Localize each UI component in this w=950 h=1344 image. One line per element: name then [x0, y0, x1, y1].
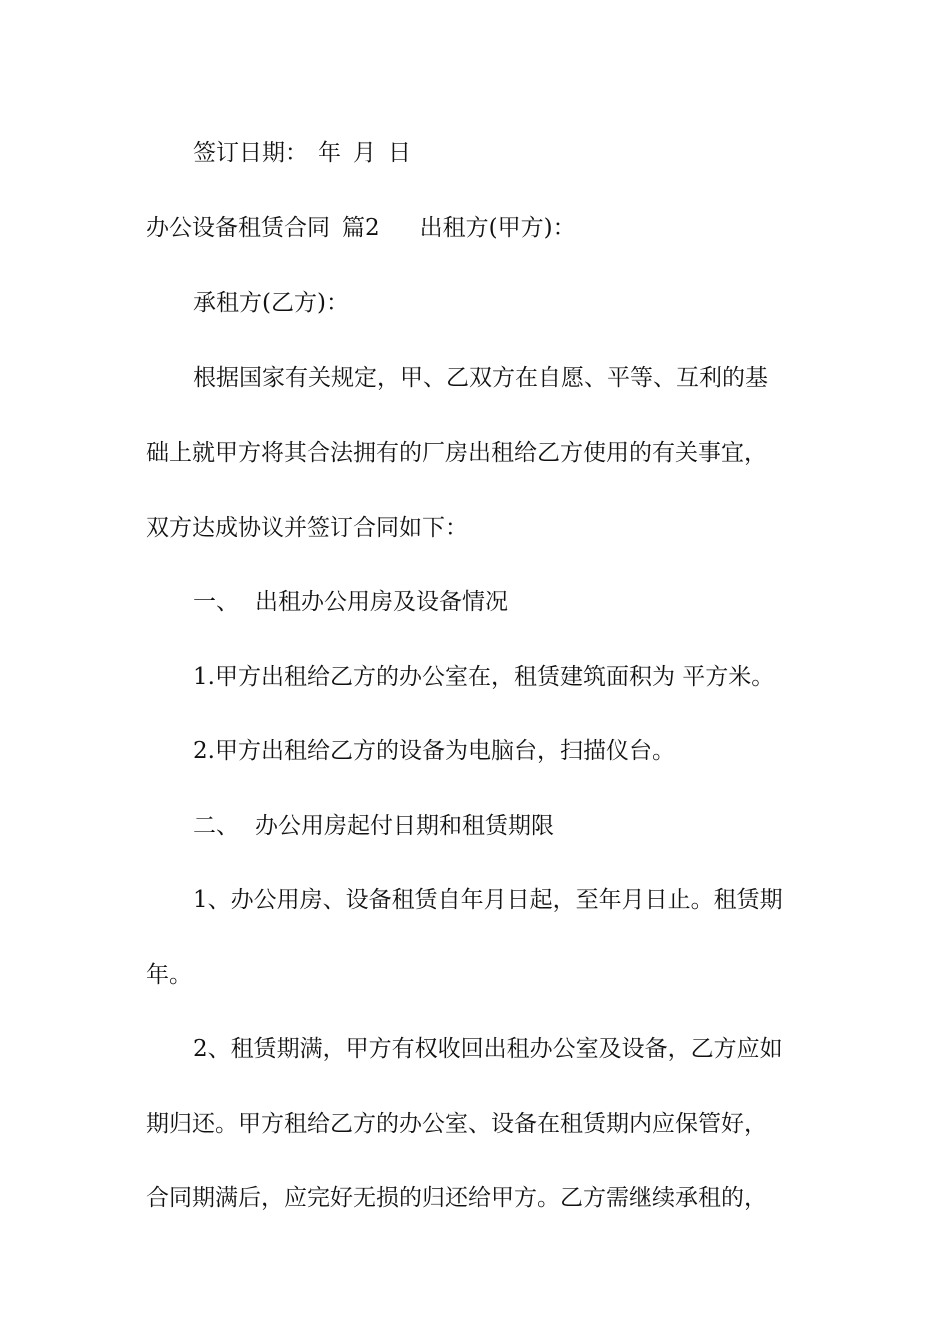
- contract-part: 篇2: [342, 215, 380, 241]
- sign-date-label: 签订日期：: [193, 140, 308, 166]
- item-1-1: 1.甲方出租给乙方的办公室在，租赁建筑面积为 平方米。: [193, 664, 775, 690]
- section-2-number: 二、: [193, 813, 239, 839]
- section-1-title: 出租办公用房及设备情况: [255, 589, 508, 615]
- section-2-heading: [193, 811, 554, 841]
- preamble-line-2: 础上就甲方将其合法拥有的厂房出租给乙方使用的有关事宜，: [146, 440, 767, 466]
- section-1-heading: [193, 587, 508, 617]
- item-2-1-line-1: 1、办公用房、设备租赁自年月日起，至年月日止。租赁期: [193, 887, 783, 913]
- section-2-title: 办公用房起付日期和租赁期限: [255, 813, 554, 839]
- contract-heading-line: [146, 213, 576, 243]
- sign-date-line: [193, 138, 411, 168]
- preamble-line-1: 根据国家有关规定，甲、乙双方在自愿、平等、互利的基: [193, 365, 768, 391]
- sign-year: 年: [318, 140, 341, 166]
- item-2-2-line-1: 2、租赁期满，甲方有权收回出租办公室及设备，乙方应如: [193, 1036, 783, 1062]
- lessee-line: [193, 288, 349, 318]
- item-2-1-line-2: 年。: [146, 962, 192, 988]
- section-1-number: 一、: [193, 589, 239, 615]
- sign-day: 日: [388, 140, 411, 166]
- sign-month: 月: [353, 140, 376, 166]
- item-2-2-line-2: 期归还。甲方租给乙方的办公室、设备在租赁期内应保管好，: [146, 1111, 767, 1137]
- lessor-label: 出租方(甲方)：: [419, 215, 576, 241]
- lessee-label: 承租方(乙方)：: [193, 290, 349, 316]
- preamble-line-3: 双方达成协议并签订合同如下：: [146, 515, 468, 541]
- item-1-2: 2.甲方出租给乙方的设备为电脑台，扫描仪台。: [193, 738, 675, 764]
- item-2-2-line-3: 合同期满后，应完好无损的归还给甲方。乙方需继续承租的，: [146, 1185, 767, 1211]
- contract-title: 办公设备租赁合同: [146, 215, 330, 241]
